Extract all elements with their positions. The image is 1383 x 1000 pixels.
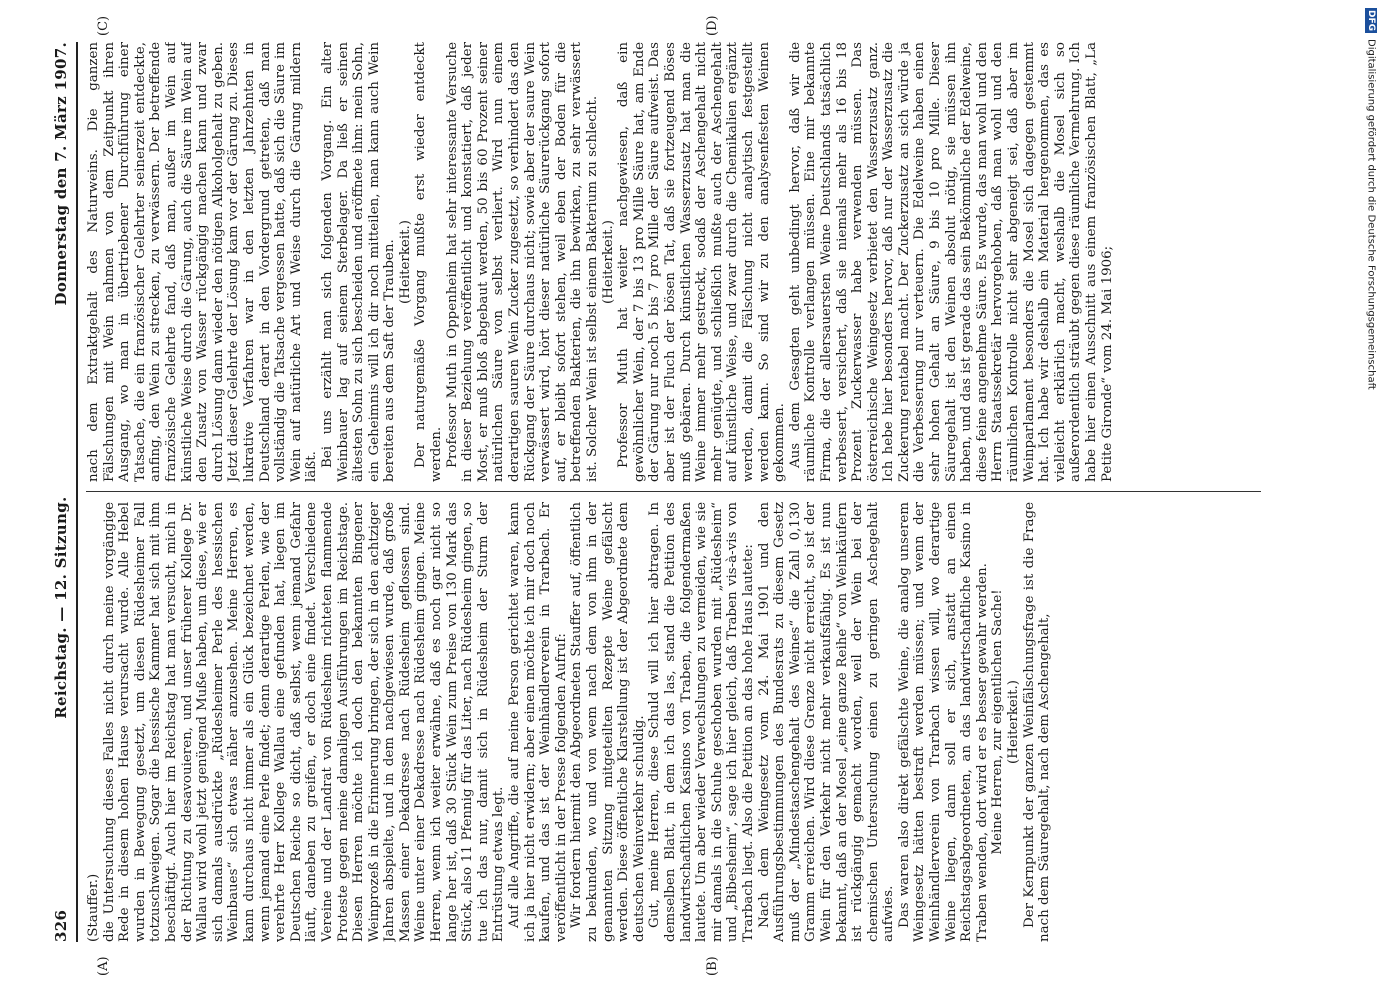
header-session: Reichstag. — 12. Sitzung. xyxy=(52,496,70,719)
paragraph: Professor Muth in Oppenheim hat sehr interessante Versuche in dieser Beziehung veröffentlicht und konstatiert, daß jeder Most, er muß bloß abgebaut werden, 50 bis 60 Prozent seiner natürlichen Säure von selbst verliert. Wird nun einem derartigen sauren Wein Zucker zugesetzt, so verhindert das den Rückgang der Säure durchaus nicht; sowie aber der saure Wein verwässert wird, hört dieser natürliche Säurerückgang sofort auf, er bleibt sofort stehen, weil eben der Boden für die betreffenden Bakterien, die ihn bewirken, zu sehr verwässert ist. Solcher Wein ist selbst einem Bakterium zu schlecht. xyxy=(444,42,600,482)
speaker-label: (Stauffer.) xyxy=(86,873,101,942)
margin-mark-b: (B) xyxy=(705,956,720,976)
interjection: Meine Herren, zur eigentlichen Sache! xyxy=(990,589,1006,855)
right-column xyxy=(86,42,1261,482)
page-number: 326 xyxy=(52,909,70,942)
paragraph: Gut, meine Herren, diese Schuld will ich hier abtragen. In demselben Blatt, in dem ich das las, stand die Petition des landwirtschaftlichen Kasinos von Traben, die folgendermaßen lautete. Um aber wieder Verwechslungen zu vermeiden, wie sie mir damals in die Schuhe geschoben wurden mit „Rüdesheim“ und „Bibesheim“, sage ich hier gleich, daß Traben vis-à-vis von Trarbach liegt. Also die Petition an das hohe Haus lautete: xyxy=(647,502,756,942)
paragraph: Bei uns erzählt man sich folgenden Vorgang. Ein alter Weinbauer lag auf seinem Sterbelager. Da ließ er seinen ältesten Sohn zu sich bescheiden und eröffnete ihm: mein Sohn, ein Geheimnis will ich dir noch mitteilen, man kann auch Wein bereiten aus dem Saft der Trauben. xyxy=(319,42,398,482)
left-column xyxy=(86,502,1261,942)
paragraph: Das waren also direkt gefälschte Weine, die analog unserem Weingesetz hätten bestraft werden müssen; und wenn der Weinhändlerverein von Trarbach wissen will, wo derartige Weine liegen, dann soll er sich, anstatt an einen Reichstagsabgeordneten, an das landwirtschaftliche Kasino in Traben wenden, dort wird er es besser gewahr werden. xyxy=(896,502,990,942)
paragraph: Nach dem Weingesetz vom 24. Mai 1901 und den Ausführungsbestimmungen des Bundesrats zu diesem Gesetz muß der „Mindestaschengehalt des Weines“ die Zahl 0,130 Gramm erreichen. Wird diese Grenze nicht erreicht, so ist der Wein für den Verkehr nicht mehr verkaufsfähig. Es ist nun bekannt, daß an der Mosel „eine ganze Reihe“ von Weinkäufern ist rückgängig gemacht worden, weil der Wein bei der chemischen Untersuchung einen zu geringen Aschegehalt aufwies. xyxy=(756,502,897,942)
paragraph: Der Kernpunkt der ganzen Weinfälschungsfrage ist die Frage nach dem Säuregehalt, nach dem Aschengehalt, xyxy=(1021,502,1053,942)
header-date: Donnerstag den 7. März 1907. xyxy=(52,42,70,306)
digitization-credit xyxy=(1363,8,1379,608)
paragraph: Wir fordern hiermit den Abgeordneten Stauffer auf, öffentlich zu bekunden, wo und von wem nach dem von ihm in der genannten Sitzung mitgeteilten Rezepte Weine gefälscht werden. Diese öffentliche Klarstellung ist der Abgeordnete dem deutschen Weinverkehr schuldig. xyxy=(569,502,647,942)
interjection: (Heiterkeit.) xyxy=(600,220,616,304)
credit-text: Digitalisierung gefördert durch die Deutsche Forschungsgemeinschaft xyxy=(1365,39,1377,390)
column-divider xyxy=(86,491,1261,492)
paragraph: die Untersuchung dieses Falles nicht durch meine vorgängige Rede in diesem hohen Hause verursacht wurde. Alle Hebel wurden in Bewegung gesetzt, um diesen Rüdesheimer Fall totzuschweigen. Sogar die hessische Kammer hat sich mit ihm beschäftigt. Auch hier im Reichstag hat man versucht, mich in der Richtung zu desavouieren, und unser früherer Kollege Dr. Wallau wird wohl jetzt genügend Muße haben, um diese, wie er sich damals ausdrückte „Rüdesheimer Perle des hessischen Weinbaues“ sich etwas näher anzusehen. Meine Herren, es kann durchaus nicht immer als ein Glück bezeichnet werden, wenn jemand eine Perle findet; denn derartige Perlen, wie der verehrte Herr Kollege Wallau eine gefunden hat, liegen im Deutschen Reiche so dicht, daß selbst, wenn jemand Gefahr läuft, daneben zu greifen, er doch eine findet. Verschiedene Vereine und der Landrat von Rüdesheim richteten flammende Proteste gegen meine damaligen Ausführungen im Reichstage. Diesen Herren möchte ich doch den bekannten Bingener Weinprozeß in die Erinnerung bringen, der sich in den achtziger Jahren abspielte, und in dem nachgewiesen wurde, daß große Massen einer Dekadresse nach Rüdesheim geflossen sind. Weine unter einer Dekadresse nach Rüdesheim gingen. Meine Herren, wenn ich weiter erwähne, daß es noch gar nicht so lange her ist, daß 30 Stück Wein zum Preise von 130 Mark das Stück, also 11 Pfennig für das Liter, nach Rüdesheim gingen, so tue ich das nur, damit sich in Rüdesheim der Sturm der Entrüstung etwas legt. xyxy=(101,502,507,942)
paragraph: nach dem Extraktgehalt des Naturweins. Die ganzen Fälschungen mit Wein nahmen von dem Zeitpunkt ihren Ausgang, wo man in übertriebener Durchführung einer Tatsache, die ein französischer Gelehrter seinerzeit entdeckte, anfing, den Wein zu strecken, zu verwässern. Der betreffende französische Gelehrte fand, daß man, außer im Wein auf künstliche Weise durch die Gärung, auch die Säure im Wein auf den Zusatz von Wasser rückgängig machen kann und zwar durch Lösung dann wieder den nötigen Alkoholgehalt zu geben. Jetzt dieser Gelehrte der Lösung kam vor der Gärung zu. Dieses lukrative Verfahren war in den letzten Jahrzehnten in Deutschland derart in den Vordergrund getreten, daß man vollständig die Tatsache vergessen hatte, daß sich die Säure im Wein auf natürliche Art und Weise durch die Gärung mildern läßt. xyxy=(86,42,320,482)
interjection: (Heiterkeit.) xyxy=(1006,680,1022,764)
running-head xyxy=(52,42,74,942)
paragraph: Der naturgemäße Vorgang mußte erst wieder entdeckt werden. xyxy=(413,42,445,482)
margin-mark-a: (A) xyxy=(96,956,111,976)
paragraph: Professor Muth hat weiter nachgewiesen, daß ein gewöhnlicher Wein, der 7 bis 13 pro Mille Säure hat, am Ende der Gärung nur noch 5 bis 7 pro Mille der Säure aufweist. Das aber ist der Fluch der bösen Tat, daß sie fortzeugend Böses muß gebären. Durch künstlichen Wasserzusatz hat man die Weine immer mehr gestreckt, sodaß der Aschengehalt nicht mehr genügte, und schließlich mußte auch der Aschengehalt auf künstliche Weise, und zwar durch die Chemikalien ergänzt werden, damit die Fälschung nicht analytisch festgestellt werden kann. So sind wir zu den analysenfesten Weinen gekommen. xyxy=(616,42,788,482)
dfg-logo: DFG xyxy=(1366,10,1376,32)
paragraph: Auf alle Angriffe, die auf meine Person gerichtet waren, kann ich ja hier nicht erwidern; aber einen möchte ich mir doch noch kaufen, und das ist der Weinhändlerverein in Trarbach. Er veröffentlicht in der Presse folgenden Aufruf: xyxy=(507,502,569,942)
header-rule xyxy=(76,42,78,942)
margin-mark-c: (C) xyxy=(96,15,111,36)
interjection: (Heiterkeit.) xyxy=(397,220,413,304)
margin-mark-d: (D) xyxy=(705,15,720,36)
paragraph: Aus dem Gesagten geht unbedingt hervor, daß wir die räumliche Kontrolle verlangen müssen. Eine mir bekannte Firma, die der allersauersten Weine Deutschlands tatsächlich verbessert, versichert, daß sie niemals mehr als 16 bis 18 Prozent Zuckerwasser habe verwenden müssen. Das österreichische Weingesetz verbietet den Wasserzusatz ganz. Ich hebe hier besonders hervor, daß nur der Wasserzusatz die Zuckerung rentabel macht. Der Zuckerzusatz an sich würde ja die Verbesserung nur verteuern. Die Edelweine haben einen sehr hohen Gehalt an Säure, 9 bis 10 pro Mille. Dieser Säuregehalt ist den Weinen absolut nötig, sie müssen ihn haben, und das ist gerade das sein Bekömmliche der Edelweine, diese feine angenehme Säure. Es wurde, das man wohl und den Herrn Staatssekretär hervorgehoben, daß man wohl und den räumlichen Kontrolle nicht sehr abgeneigt sei, daß aber im Weinparlament besonders die Mosel sich dagegen gestemmt hat. Ich habe wir deshalb ein Material hergenommen, das es vielleicht erklärlich macht, weshalb die Mosel sich so außerordentlich sträubt gegen diese räumliche Vermehrung. Ich habe hier einen Ausschnitt aus einem französischen Blatt, „La Petite Gironde“ vom 24. Mai 1906; xyxy=(787,42,1115,482)
